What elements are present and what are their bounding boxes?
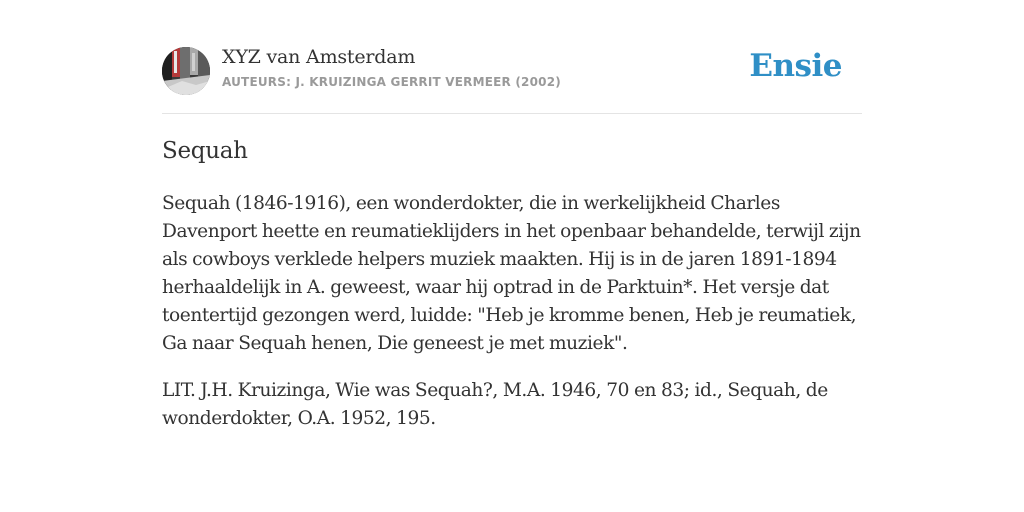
entry-literature: LIT. J.H. Kruizinga, Wie was Sequah?, M.A. 1946, 70 en 83; id., Sequah, de wonderdokter, O.A. 1952, 195.: [162, 380, 828, 429]
header: [162, 46, 862, 96]
page: [162, 0, 862, 512]
book-title[interactable]: XYZ van Amsterdam: [222, 46, 416, 68]
book-cover-thumbnail-icon[interactable]: [162, 47, 210, 95]
entry-paragraph: Sequah (1846-1916), een wonderdokter, die in werkelijkheid Charles Davenport heette en reumatieklijders in het openbaar behandelde, terwijl zijn als cowboys verklede helpers muziek maakten. Hij is in de jaren 1891-1894 herhaaldelijk in A. geweest, waar hij optrad in de Parktuin*. Het versje dat toentertijd gezongen werd, luidde: "Heb je kromme benen, Heb je reumatiek, Ga naar Sequah henen, Die geneest je met muziek".: [162, 193, 861, 354]
ensie-logo[interactable]: Ensie: [749, 48, 842, 84]
book-authors: AUTEURS: J. KRUIZINGA GERRIT VERMEER (2002): [222, 75, 561, 89]
header-divider: [162, 113, 862, 114]
entry-title: Sequah: [162, 138, 248, 164]
